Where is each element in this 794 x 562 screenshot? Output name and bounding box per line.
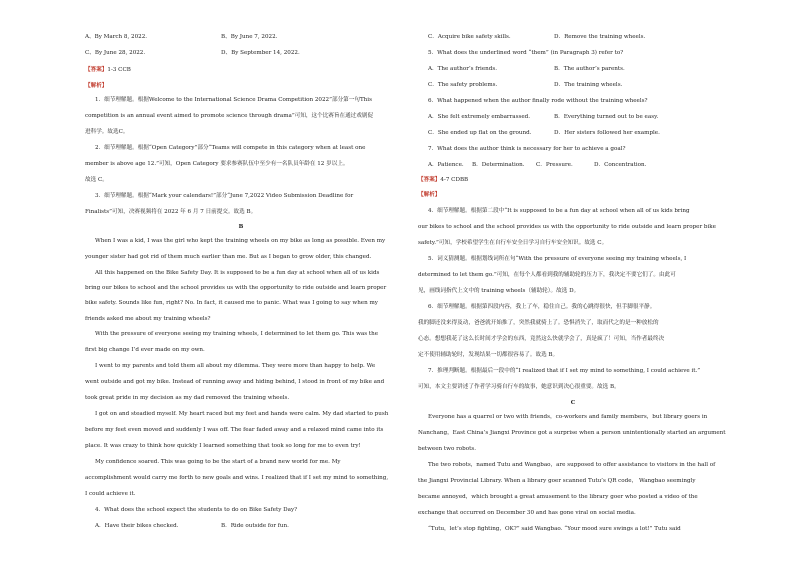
- section-c-heading: C: [570, 400, 576, 406]
- passage-c-line: between two robots.: [418, 446, 476, 452]
- passage-c-line: exchange that occurred on December 30 and has gone viral on social media.: [418, 510, 636, 516]
- story-line: All this happened on the Bike Safety Day. It is supposed to be a fun day at school when all of us kids: [95, 270, 380, 276]
- story-line: I could achieve it.: [85, 491, 136, 497]
- explanation-4-line: 4．细节理解题。根据第二段中“It is supposed to be a fun day at school when all of us kids bring: [428, 208, 690, 214]
- story-line: accomplishment would carry me forth to new goals and wins. I realized that if I set my mind to something,: [85, 475, 389, 481]
- explanation-2-line: member is above age 12.”可知，Open Category 要求参赛队伍中至少有一名队员年龄在 12 岁以上。: [85, 161, 349, 167]
- answer-label: 【答案】: [418, 177, 441, 183]
- story-line: first big change I’d ever made on my own.: [85, 347, 205, 353]
- story-line: younger sister had got rid of them much earlier than me. But as I began to grow older, this changed.: [85, 254, 372, 260]
- explanation-3-line: 3．细节理解题。根据“Mark your calendars!”部分“June 7,2022 Video Submission Deadline for: [95, 193, 354, 199]
- option-a: A．She felt extremely embarrassed.: [428, 114, 531, 120]
- option-d: D．Her sisters followed her example.: [554, 130, 660, 136]
- question-4: 4．What does the school expect the students to do on Bike Safety Day?: [95, 507, 298, 513]
- story-line: I went to my parents and told them all about my dilemma. They were more than happy to help. We: [95, 363, 376, 369]
- option-d: D、By September 14, 2022.: [221, 50, 300, 56]
- explanation-5-line: determined to let them go.”可知，在每个人都看到我的辅助轮的压力下，我决定不要它们了。由此可: [418, 272, 676, 278]
- question-6: 6．What happened when the author finally rode without the training wheels?: [428, 98, 648, 104]
- story-line: went outside and got my bike. Instead of running away and hiding behind, I stood in front of my bike and: [85, 379, 385, 385]
- explanation-6-line: 心态。想想我花了这么长时间才学会的东西，竟然这么快就学会了，真是疯了！可知，当作者最终决: [418, 336, 665, 342]
- answer-line: [418, 177, 468, 184]
- explanation-1-line: 进科学。故选C。: [85, 129, 129, 135]
- story-line: bike safety. Sounds like fun, right? No. In fact, it caused me to panic. What was I going to say when my: [85, 300, 378, 306]
- story-line: took great pride in my decision as my dad removed the training wheels.: [85, 395, 290, 401]
- analysis-label: 【解析】: [85, 83, 108, 89]
- option-a: A．Patience.: [428, 162, 464, 168]
- passage-c-line: Nanchang，East China’s Jiangxi Province got a surprise when a person unintentionally started an argument: [418, 430, 726, 436]
- option-b: B．Everything turned out to be easy.: [554, 114, 659, 120]
- passage-c-line: Everyone has a quarrel or two with friends，co-workers and family members，but library goers in: [428, 414, 708, 420]
- option-a: A、By March 8, 2022.: [85, 34, 148, 40]
- explanation-7-line: 可知，本文主要讲述了作者学习骑自行车的故事，她意识到决心很重要。故选 B。: [418, 384, 620, 390]
- option-b: B．Ride outside for fun.: [221, 523, 289, 529]
- answer-line: [85, 67, 131, 74]
- explanation-1-line: competition is an annual event aimed to promote science through drama”可知，这个比赛旨在通过戏剧促: [85, 113, 374, 119]
- story-line: With the pressure of everyone seeing my training wheels, I determined to let them go. This was the: [95, 331, 379, 337]
- explanation-6-line: 6．细节理解题。根据第四段内容，我上了车，稳住自己。我的心跳得很快，但手脚很平静。: [428, 304, 656, 310]
- option-b: B．The author’s parents.: [554, 66, 625, 72]
- option-c: C．Pressure.: [536, 162, 573, 168]
- analysis-label: 【解析】: [418, 192, 441, 198]
- explanation-6-line: 定不使用辅助轮时，发现结果一切都很容易了。故选 B。: [418, 352, 559, 358]
- option-b: B、By June 7, 2022.: [221, 34, 278, 40]
- question-7: 7．What does the author think is necessary for her to achieve a goal?: [428, 146, 626, 152]
- story-line: I got on and steadied myself. My heart raced but my feet and hands were calm. My dad started to push: [95, 411, 389, 417]
- answer-value: 1-3 CCB: [107, 67, 131, 73]
- explanation-4-line: our bikes to school and the school provides us with the opportunity to ride outside and learn proper bike: [418, 224, 716, 230]
- passage-c-line: The two robots，named Tutu and Wangbao，are supposed to offer assistance to visitors in the hall of: [428, 462, 716, 468]
- question-5: 5．What does the underlined word “them” (in Paragraph 3) refer to?: [428, 50, 624, 56]
- passage-c-line: became annoyed，which brought a great amusement to the library goer who posted a video of the: [418, 494, 698, 500]
- answer-label: 【答案】: [85, 67, 108, 73]
- explanation-2-line: 故选 C。: [85, 177, 108, 183]
- explanation-3-line: Finalists”可知，决赛视频将在 2022 年 6 月 7 日前提交。故选 B。: [85, 209, 257, 215]
- story-line: friends asked me about my training wheels?: [85, 316, 211, 322]
- option-c: C．Acquire bike safety skills.: [428, 34, 511, 40]
- explanation-5-line: 见，画线词指代上文中的 training wheels（辅助轮）。故选 D。: [418, 288, 580, 294]
- explanation-5-line: 5．词义猜测题。根据划线词所在句“With the pressure of everyone seeing my training wheels, I: [428, 256, 687, 262]
- story-line: When I was a kid, I was the girl who kept the training wheels on my bike as long as possible. Even my: [95, 238, 386, 244]
- q5-options-row1: [428, 66, 625, 73]
- q4-options-row2: [428, 34, 646, 41]
- q5-options-row2: [428, 82, 623, 89]
- q6-options-row2: [428, 130, 660, 137]
- option-c: C．She ended up flat on the ground.: [428, 130, 532, 136]
- option-c: C．The safety problems.: [428, 82, 498, 88]
- q6-options-row1: [428, 114, 659, 121]
- passage-c-line: the Jiangxi Provincial Library. When a library goer scanned Tutu’s QR code， Wangbao seemingly: [418, 478, 696, 484]
- answer-value: 4-7 CDBB: [440, 177, 469, 183]
- explanation-4-line: safety.”可知，学校希望学生在自行车安全日学习自行车安全知识。故选 C。: [418, 240, 608, 246]
- option-a: A．Have their bikes checked.: [95, 523, 179, 529]
- option-c: C、By June 28, 2022.: [85, 50, 146, 56]
- q3-options-row2: [85, 50, 300, 57]
- story-line: bring our bikes to school and the school provides us with the opportunity to ride outside and learn proper: [85, 285, 387, 291]
- option-b: B．Determination.: [472, 162, 525, 168]
- section-b-heading: B: [238, 224, 244, 230]
- story-line: place. It was crazy to think how quickly I learned something that took so long for me to even try!: [85, 443, 361, 449]
- passage-c-line: “Tutu，let’s stop fighting，OK?” said Wangbao. “Your mood sure swings a lot!” Tutu said: [428, 526, 681, 532]
- q7-options: [428, 162, 647, 169]
- option-a: A．The author’s friends.: [428, 66, 497, 72]
- explanation-6-line: 我的脚还没来得及动，爸爸就开始推了，突然我就骑上了。恐惧消失了，取而代之的是一种放松的: [418, 320, 659, 326]
- explanation-7-line: 7．推理判断题。根据最后一段中的“I realized that if I set my mind to something, I could achieve it.”: [428, 368, 701, 374]
- option-d: D．Concentration.: [594, 162, 647, 168]
- option-d: D．The training wheels.: [554, 82, 623, 88]
- explanation-2-line: 2．细节理解题。根据“Open Category”部分“Teams will compete in this category when at least one: [95, 145, 366, 151]
- explanation-1-line: 1．细节理解题。根据Welcome to the International Science Drama Competition 2022”部分第一句This: [95, 97, 372, 103]
- q4-options-row1: [95, 523, 289, 530]
- q3-options-row1: [85, 34, 278, 41]
- story-line: My confidence soared. This was going to be the start of a brand new world for me. My: [95, 459, 341, 465]
- story-line: before my feet even moved and suddenly I was off. The fear faded away and a relaxed mind came into its: [85, 427, 384, 433]
- option-d: D．Remove the training wheels.: [554, 34, 646, 40]
